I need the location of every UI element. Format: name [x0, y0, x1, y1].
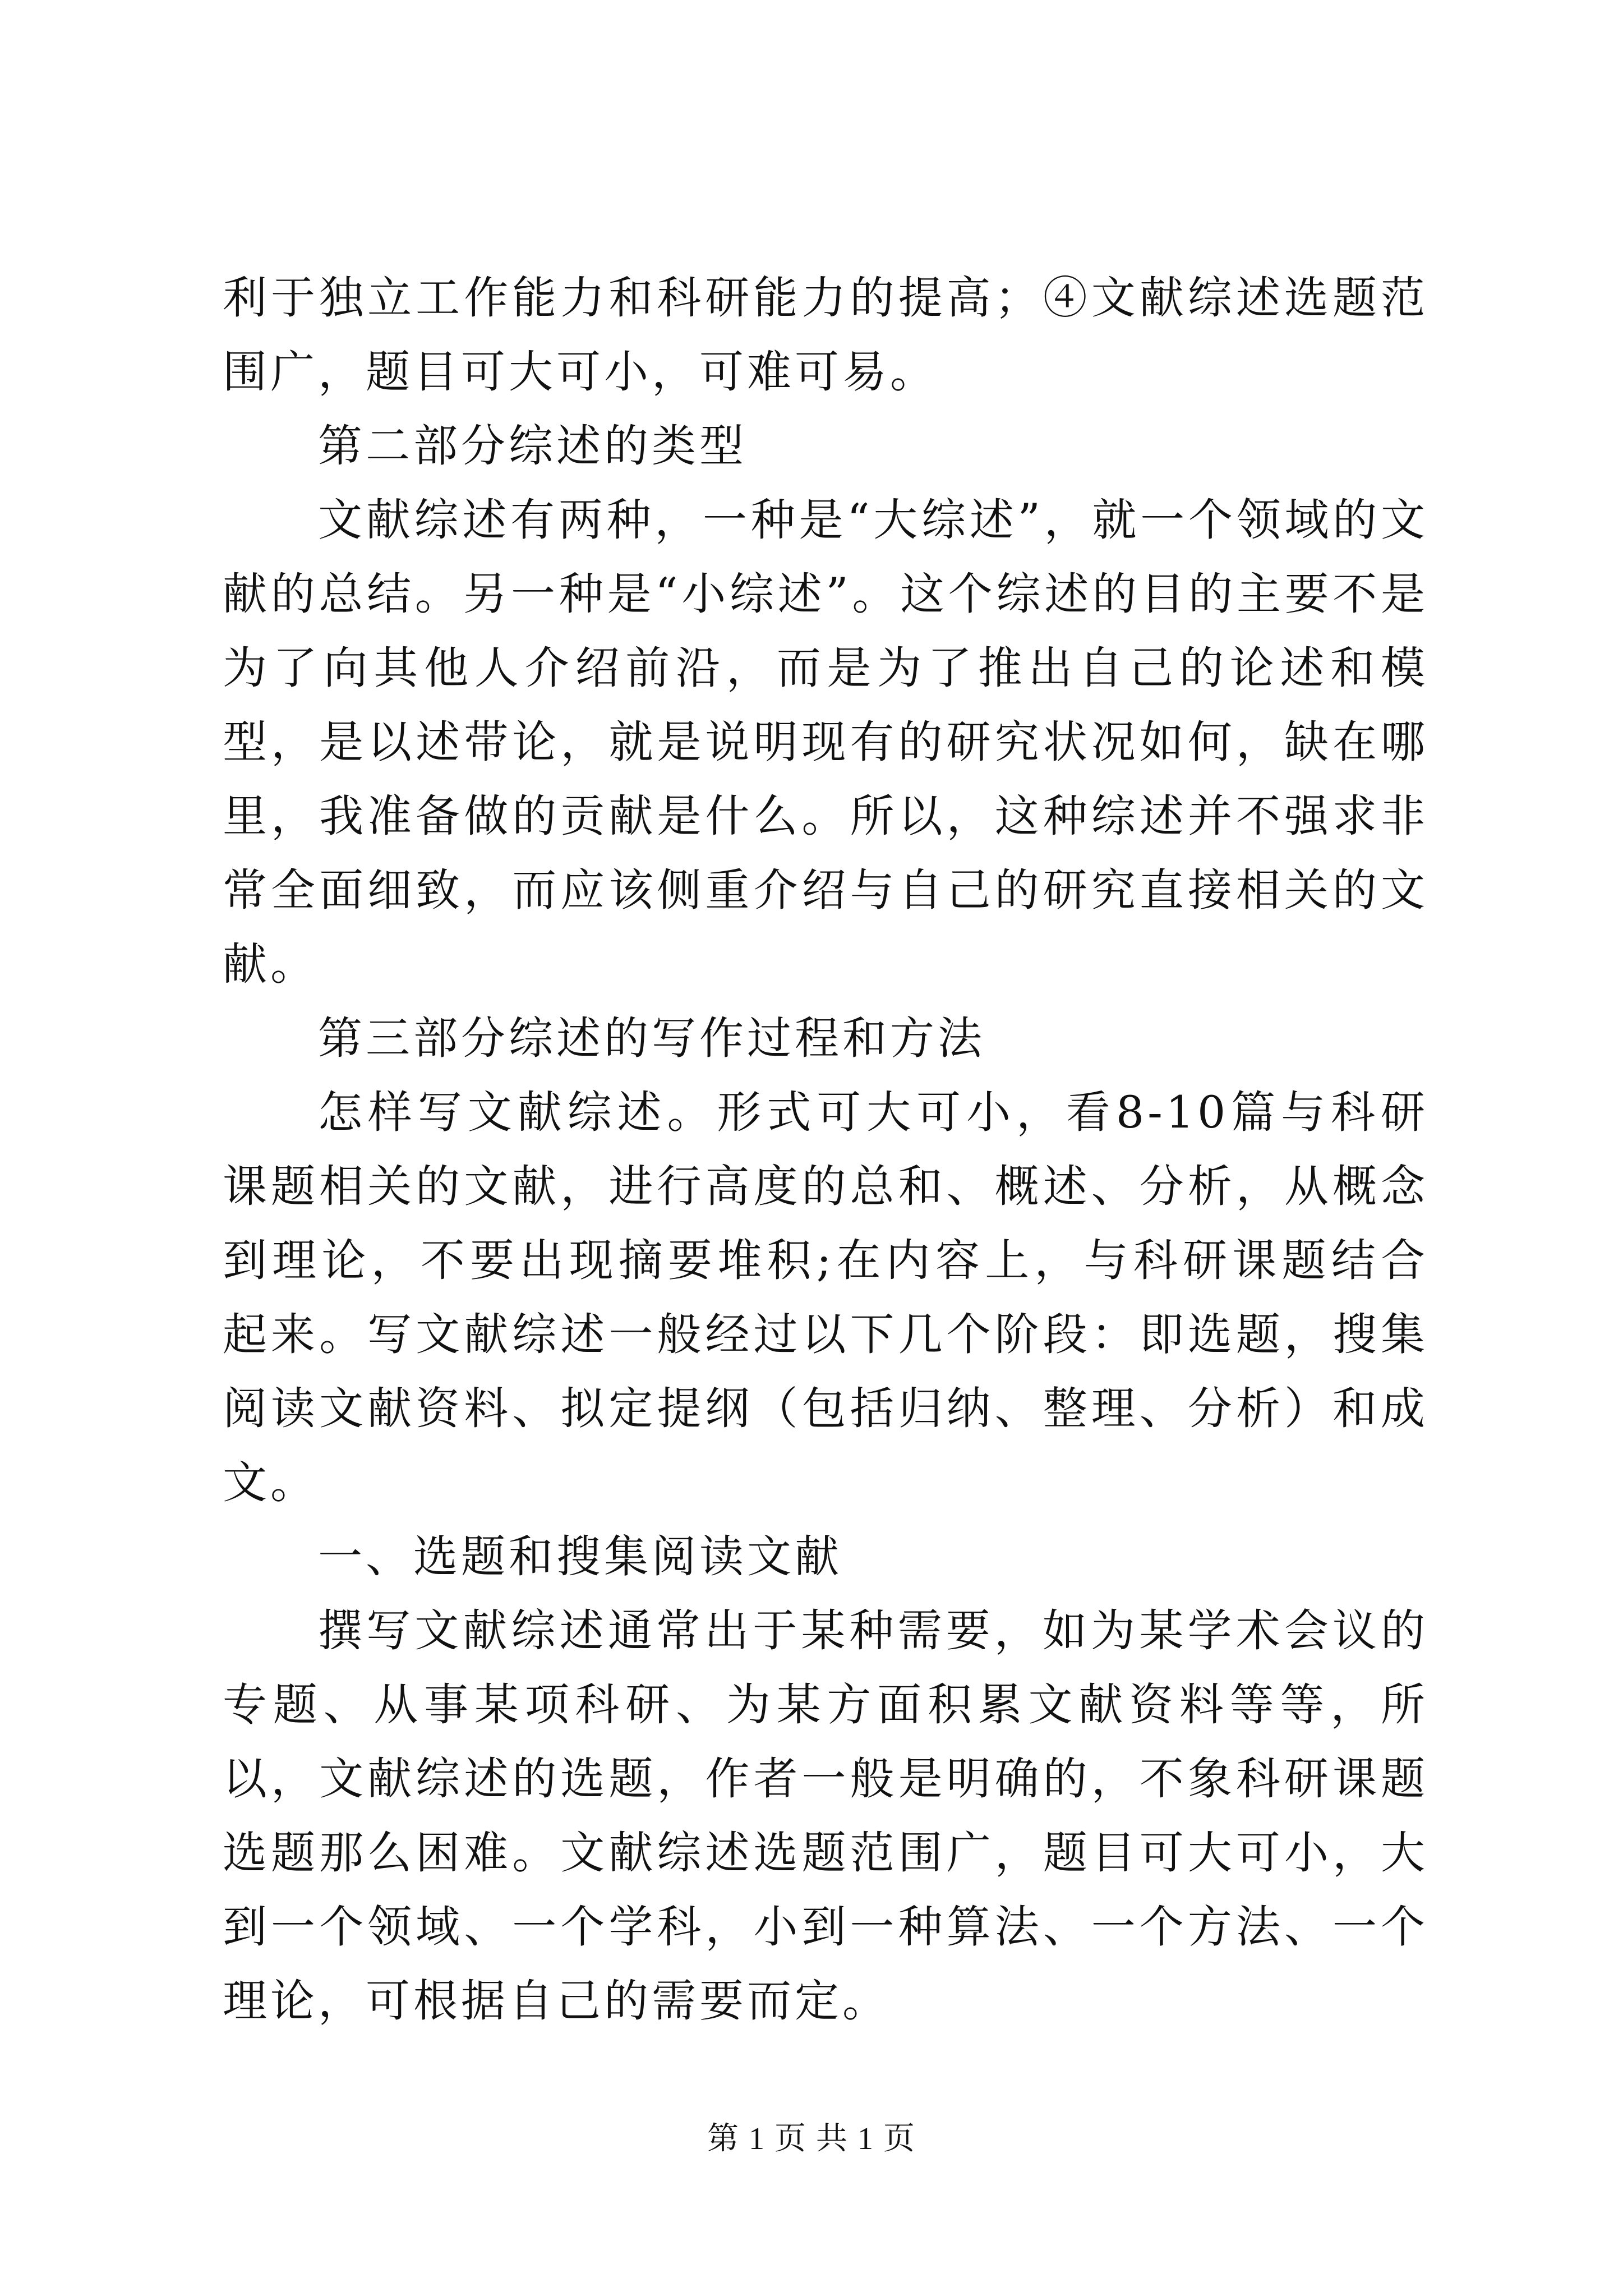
subsection-heading-topic-selection: 一、选题和搜集阅读文献 [318, 1531, 842, 1582]
section-heading-writing-process: 第三部分综述的写作过程和方法 [318, 1013, 985, 1064]
document-body [223, 261, 1428, 2038]
paragraph-how-to-write: 怎样写文献综述。形式可大可小，看8-10篇与科研课题相关的文献，进行高度的总和、概述、分析，从概念到理论，不要出现摘要堆积;在内容上，与科研课题结合起来。写文献综述一般经过以下几个阶段：即选题，搜集阅读文献资料、拟定提纲（包括归纳、整理、分析）和成文。 [223, 1087, 1428, 1508]
paragraph-continued: 利于独立工作能力和科研能力的提高；④文献综述选题范围广，题目可大可小，可难可易。 [223, 272, 1428, 398]
section-heading-types: 第二部分综述的类型 [318, 420, 747, 472]
paragraph-topic-selection: 撰写文献综述通常出于某种需要，如为某学术会议的专题、从事某项科研、为某方面积累文献资料等等，所以，文献综述的选题，作者一般是明确的，不象科研课题选题那么困难。文献综述选题范围广，题目可大可小，大到一个领域、一个学科，小到一种算法、一个方法、一个理论，可根据自己的需要而定。 [223, 1605, 1428, 2027]
page-number-footer: 第 1 页 共 1 页 [707, 2122, 916, 2156]
paragraph-review-types: 文献综述有两种，一种是“大综述”，就一个领域的文献的总结。另一种是“小综述”。这个综述的目的主要不是为了向其他人介绍前沿，而是为了推出自己的论述和模型，是以述带论，就是说明现有的研究状况如何，缺在哪里，我准备做的贡献是什么。所以，这种综述并不强求非常全面细致，而应该侧重介绍与自己的研究直接相关的文献。 [223, 494, 1428, 990]
